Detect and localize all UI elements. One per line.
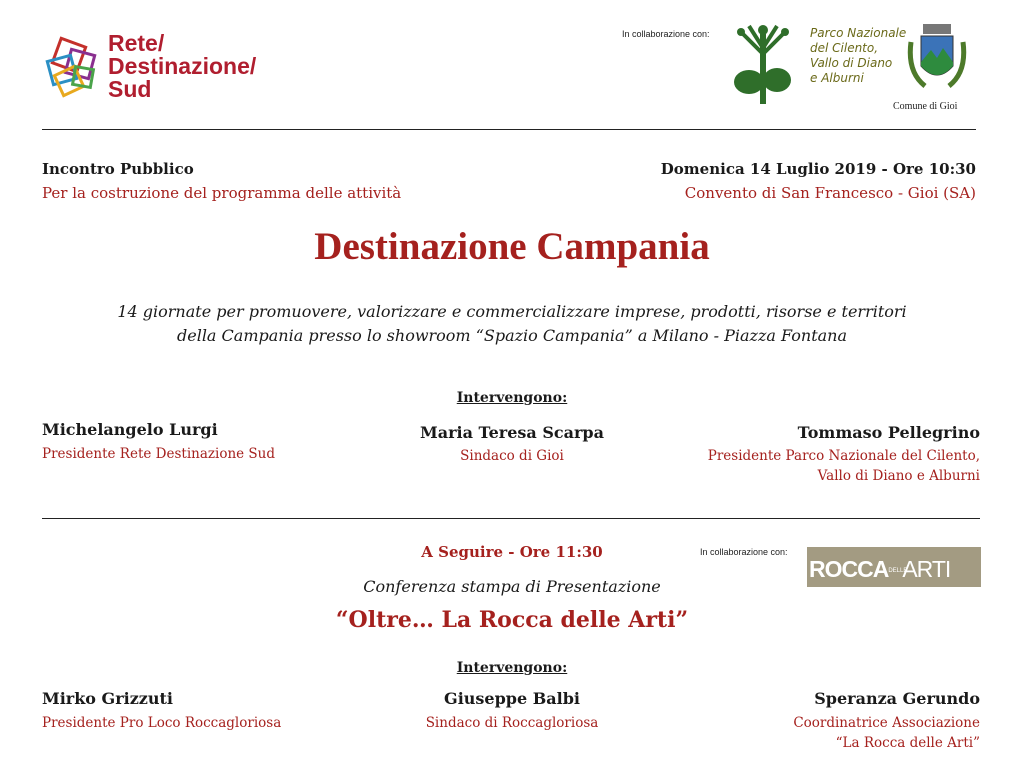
speaker-role-line-2: Vallo di Diano e Alburni	[817, 468, 980, 484]
speaker-role	[708, 446, 980, 486]
speaker-name: Mirko Grizzuti	[42, 689, 173, 708]
event-type: Incontro Pubblico	[42, 160, 194, 178]
collab-label-2: In collaborazione con:	[700, 547, 788, 557]
logo-line-2: Destinazione/	[108, 53, 257, 79]
speaker-role-line-2: “La Rocca delle Arti”	[835, 735, 980, 751]
collab-label: In collaborazione con:	[622, 29, 710, 39]
park-line-2: del Cilento,	[810, 41, 879, 55]
event-purpose: Per la costruzione del programma delle attività	[42, 184, 402, 202]
rocca-logo-text	[809, 556, 950, 583]
park-line-3: Vallo di Diano	[810, 56, 893, 70]
speakers-heading-1: Intervengono:	[456, 390, 568, 406]
squares-logo-icon	[42, 36, 104, 98]
speaker-role: Presidente Rete Destinazione Sud	[42, 446, 276, 462]
rete-destinazione-sud-logo	[42, 28, 282, 108]
speaker-name: Maria Teresa Scarpa	[420, 423, 604, 442]
rocca-logo-word-1: ROCCA	[809, 556, 889, 582]
logo-line-1: Rete/	[108, 30, 165, 56]
speaker-role: Sindaco di Gioi	[460, 448, 564, 464]
second-time: A Seguire - Ore 11:30	[421, 543, 603, 561]
rocca-logo-small: DELLE	[888, 567, 908, 574]
speakers-heading-2: Intervengono:	[456, 660, 568, 676]
second-desc: Conferenza stampa di Presentazione	[363, 577, 661, 596]
event-title: Destinazione Campania	[314, 225, 710, 268]
comune-crest-icon	[905, 22, 969, 92]
speaker-role	[793, 713, 980, 753]
event-location: Convento di San Francesco - Gioi (SA)	[684, 184, 976, 202]
logo-text	[108, 32, 256, 101]
speaker-role-line-1: Presidente Parco Nazionale del Cilento,	[707, 448, 980, 464]
event-subtitle	[0, 300, 1024, 348]
second-title: “Oltre… La Rocca delle Arti”	[335, 607, 689, 633]
park-line-1: Parco Nazionale	[810, 26, 907, 40]
park-line-4: e Alburni	[810, 71, 864, 85]
speaker-role-line-1: Coordinatrice Associazione	[793, 715, 980, 731]
divider-top	[42, 129, 976, 130]
event-date-time: Domenica 14 Luglio 2019 - Ore 10:30	[660, 160, 976, 178]
park-name	[810, 26, 906, 86]
subtitle-line-2: della Campania presso lo showroom “Spazio Campania” a Milano - Piazza Fontana	[176, 326, 848, 345]
rocca-logo-word-2: ARTI	[902, 556, 951, 582]
subtitle-line-1: 14 giornate per promuovere, valorizzare e commercializzare imprese, prodotti, risorse e territori	[117, 302, 907, 321]
speaker-name: Tommaso Pellegrino	[797, 423, 980, 442]
speaker-name: Speranza Gerundo	[814, 689, 980, 708]
speaker-name: Giuseppe Balbi	[444, 689, 580, 708]
logo-line-3: Sud	[108, 76, 152, 102]
speaker-name: Michelangelo Lurgi	[42, 420, 218, 439]
park-plant-logo-icon	[733, 24, 793, 106]
speaker-role: Presidente Pro Loco Roccagloriosa	[42, 715, 282, 731]
speaker-role: Sindaco di Roccagloriosa	[425, 715, 599, 731]
comune-label: Comune di Gioi	[893, 101, 958, 112]
divider-middle	[42, 518, 980, 519]
rocca-delle-arti-logo	[807, 547, 981, 587]
